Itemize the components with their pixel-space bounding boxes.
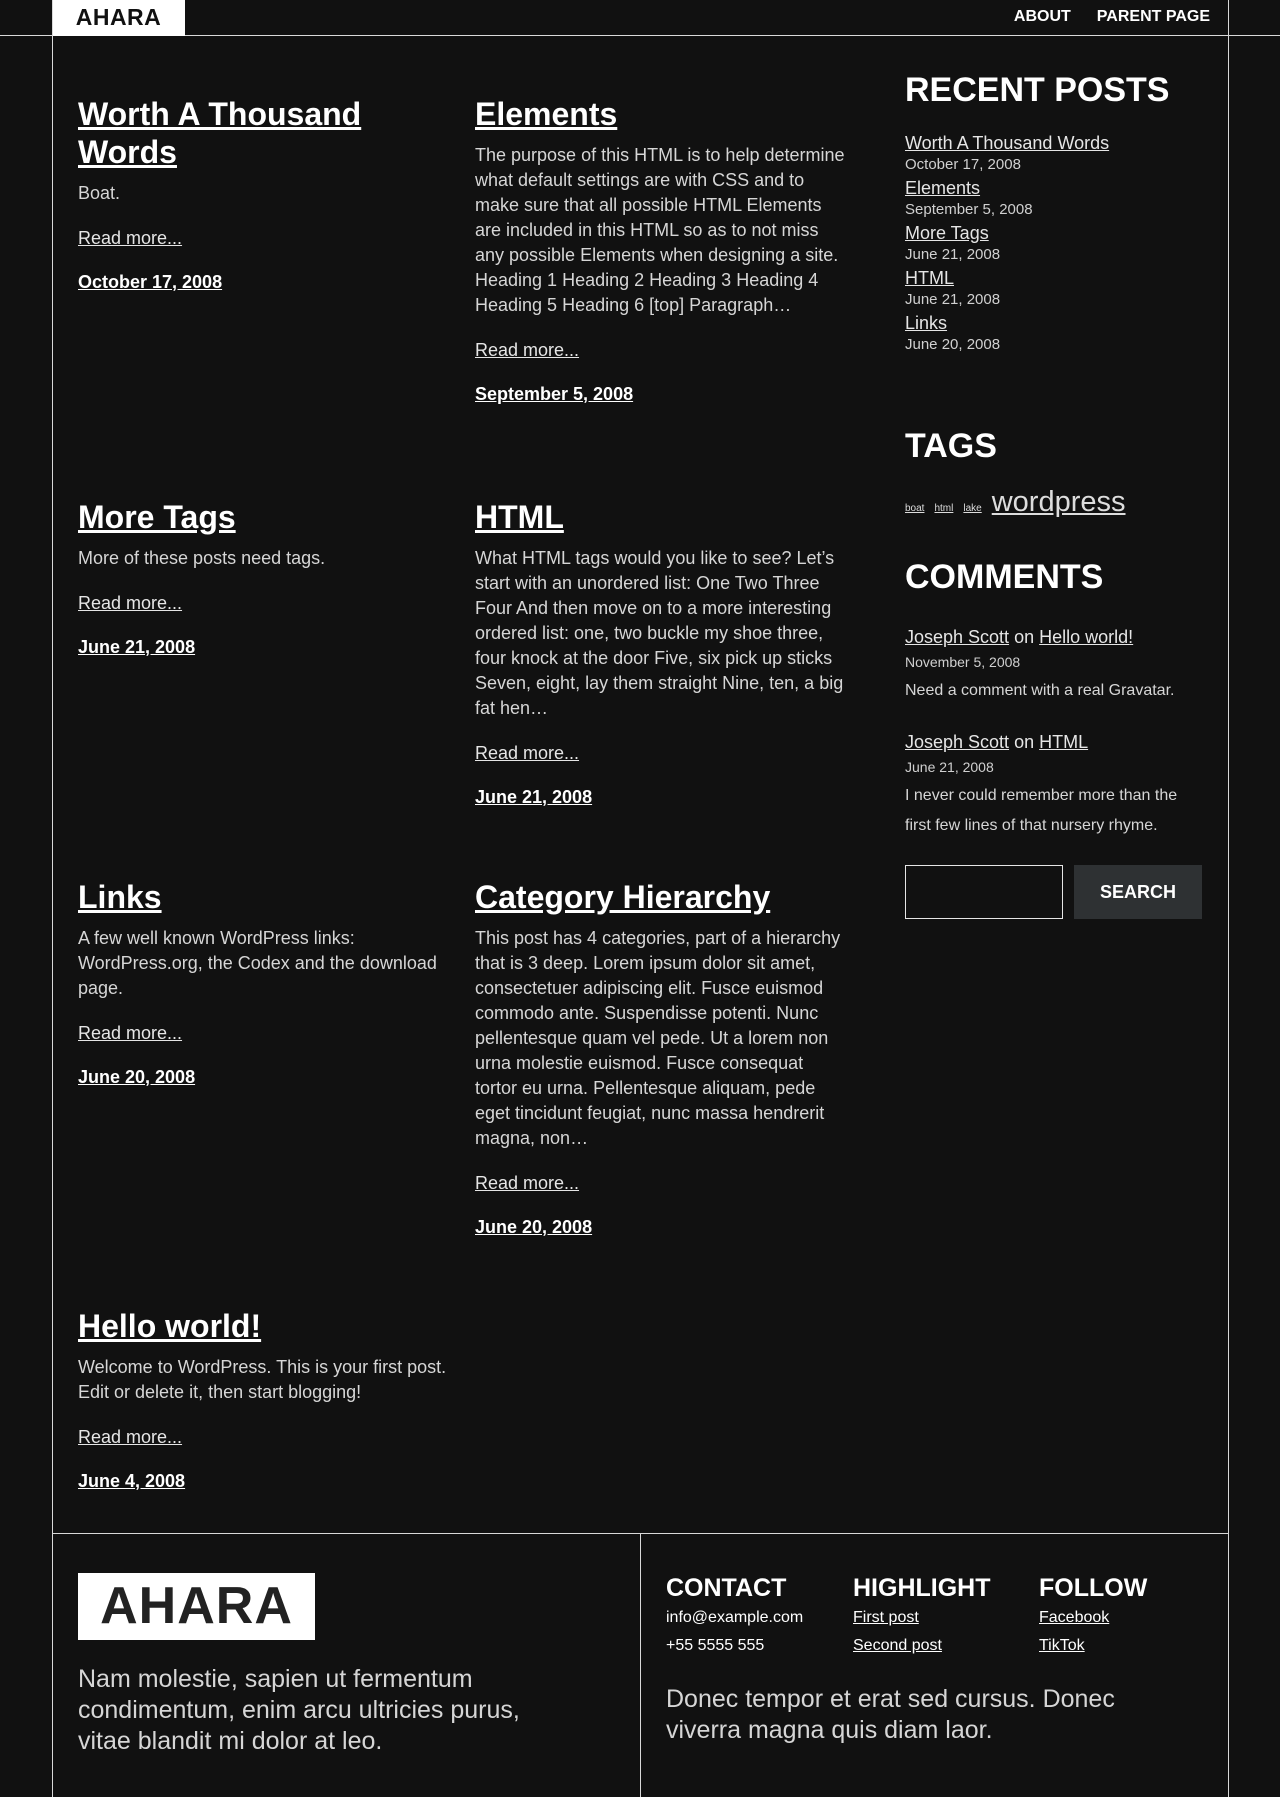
footer-tagline: Nam molestie, sapien ut fermentum condimentum, enim arcu ultricies purus, vitae blandit mi dolor at leo.	[78, 1665, 520, 1755]
list-item	[905, 177, 1205, 221]
post-date-link[interactable]: June 20, 2008	[475, 1217, 593, 1237]
comment-text: I never could remember more than the first few lines of that nursery rhyme.	[905, 787, 1178, 834]
post-excerpt: Welcome to WordPress. This is your first post. Edit or delete it, then start blogging!	[78, 1357, 447, 1402]
post-date-link[interactable]: June 21, 2008	[78, 637, 196, 657]
post-date-link[interactable]: June 4, 2008	[78, 1471, 186, 1491]
comment-on-text: on	[1014, 732, 1035, 752]
footer-highlight-heading: HIGHLIGHT	[853, 1574, 991, 1602]
recent-post-date: June 21, 2008	[905, 291, 1001, 308]
post-excerpt: What HTML tags would you like to see? Let’s start with an unordered list: One Two Three Four And then move on to a more interesting ordered list: one, two buckle my shoe three, four knock at the door Five, six pick up sticks Seven, eight, lay them straight Nine, ten, a big fat hen…	[475, 548, 844, 718]
read-more-link[interactable]: Read more...	[78, 228, 183, 248]
search-form	[905, 865, 1205, 919]
read-more-link[interactable]: Read more...	[78, 1427, 183, 1447]
list-item	[905, 267, 1205, 311]
read-more-link[interactable]: Read more...	[475, 1173, 580, 1193]
comment-author-link[interactable]: Joseph Scott	[905, 732, 1010, 752]
recent-post-link[interactable]: Elements	[905, 178, 981, 198]
nav-item-parent-page[interactable]: PARENT PAGE	[1096, 8, 1210, 25]
tag-link-wordpress[interactable]: wordpress	[991, 486, 1126, 518]
comment-post-link[interactable]: HTML	[1039, 732, 1089, 752]
post-card	[475, 95, 850, 405]
post-title[interactable]: Worth A Thousand Words	[78, 96, 362, 170]
post-date-link[interactable]: June 20, 2008	[78, 1067, 196, 1087]
highlight-link[interactable]: First post	[853, 1609, 919, 1626]
recent-post-date: June 21, 2008	[905, 246, 1001, 263]
post-card	[78, 1307, 453, 1492]
comment-date: November 5, 2008	[905, 654, 1021, 670]
list-item	[905, 132, 1205, 176]
post-excerpt: The purpose of this HTML is to help determine what default settings are with CSS and to make sure that all possible HTML Elements are included in this HTML so as to not miss any possible Elements when designing a site. Heading 1 Heading 2 Heading 3 Heading 4 Heading 5 Heading 6 [top] Paragraph…	[475, 145, 845, 315]
recent-post-date: October 17, 2008	[905, 156, 1021, 173]
follow-link-tiktok[interactable]: TikTok	[1039, 1637, 1085, 1654]
recent-posts-list	[905, 132, 1205, 356]
tags-heading: TAGS	[905, 427, 997, 465]
recent-post-link[interactable]: More Tags	[905, 223, 989, 243]
recent-post-link[interactable]: HTML	[905, 268, 954, 288]
comment-item	[905, 730, 1205, 841]
list-item	[905, 312, 1205, 356]
main-nav	[1014, 0, 1210, 34]
post-title[interactable]: More Tags	[78, 499, 236, 535]
tag-link-lake[interactable]: lake	[963, 503, 982, 514]
post-title[interactable]: Category Hierarchy	[475, 879, 771, 915]
site-logo[interactable]: AHARA	[52, 0, 185, 36]
frame-left-line	[52, 0, 53, 1797]
footer-contact	[666, 1572, 803, 1660]
post-title[interactable]: Hello world!	[78, 1308, 262, 1344]
highlight-link[interactable]: Second post	[853, 1637, 942, 1654]
comment-author-link[interactable]: Joseph Scott	[905, 627, 1010, 647]
search-input[interactable]	[905, 865, 1063, 919]
comment-text: Need a comment with a real Gravatar.	[905, 682, 1175, 699]
post-title[interactable]: HTML	[475, 499, 564, 535]
comment-byline	[905, 730, 1205, 754]
comment-item	[905, 625, 1205, 706]
recent-post-link[interactable]: Links	[905, 313, 948, 333]
tag-cloud	[905, 486, 1205, 519]
post-title[interactable]: Links	[78, 879, 162, 915]
tag-link-boat[interactable]: boat	[905, 503, 925, 514]
footer-follow-heading: FOLLOW	[1039, 1574, 1148, 1602]
recent-posts-heading: RECENT POSTS	[905, 71, 1170, 109]
footer-contact-heading: CONTACT	[666, 1574, 787, 1602]
post-card	[78, 498, 453, 658]
contact-phone: +55 5555 555	[666, 1637, 765, 1654]
follow-link-facebook[interactable]: Facebook	[1039, 1609, 1110, 1626]
nav-item-about[interactable]: ABOUT	[1013, 8, 1071, 25]
read-more-link[interactable]: Read more...	[475, 743, 580, 763]
read-more-link[interactable]: Read more...	[78, 1023, 183, 1043]
post-excerpt: More of these posts need tags.	[78, 548, 326, 568]
post-date-link[interactable]: October 17, 2008	[78, 272, 223, 292]
comment-byline	[905, 625, 1205, 649]
read-more-link[interactable]: Read more...	[78, 593, 183, 613]
post-card	[475, 498, 850, 808]
list-item	[905, 222, 1205, 266]
post-date-link[interactable]: June 21, 2008	[475, 787, 593, 807]
footer-column-divider	[640, 1533, 641, 1797]
post-card	[475, 878, 850, 1238]
recent-post-date: June 20, 2008	[905, 336, 1001, 353]
post-title[interactable]: Elements	[475, 96, 618, 132]
recent-post-date: September 5, 2008	[905, 201, 1033, 218]
footer-logo[interactable]: AHARA	[78, 1573, 315, 1640]
comment-date: June 21, 2008	[905, 759, 994, 775]
frame-right-line	[1228, 0, 1229, 1797]
post-card	[78, 878, 453, 1088]
footer-quote: Donec tempor et erat sed cursus. Donec viverra magna quis diam laor.	[666, 1685, 1115, 1744]
sidebar	[905, 70, 1205, 919]
post-excerpt: This post has 4 categories, part of a hierarchy that is 3 deep. Lorem ipsum dolor sit amet, consectetuer adipiscing elit. Fusce euismod commodo ante. Suspendisse potenti. Nunc pellentesque quam vel pede. Ut a lorem non urna molestie euismod. Fusce consequat tortor eu urna. Pellentesque aliquam, pede eget tincidunt feugiat, nunc massa hendrerit magna, non…	[475, 928, 841, 1148]
footer-highlight	[853, 1572, 991, 1660]
comments-heading: COMMENTS	[905, 558, 1104, 596]
post-card	[78, 95, 453, 293]
search-button[interactable]: SEARCH	[1074, 865, 1202, 919]
footer-follow	[1039, 1572, 1147, 1660]
contact-email: info@example.com	[666, 1609, 804, 1626]
recent-post-link[interactable]: Worth A Thousand Words	[905, 133, 1110, 153]
comment-on-text: on	[1014, 627, 1035, 647]
site-header	[0, 0, 1280, 36]
post-excerpt: Boat.	[78, 183, 121, 203]
post-date-link[interactable]: September 5, 2008	[475, 384, 634, 404]
read-more-link[interactable]: Read more...	[475, 340, 580, 360]
tag-link-html[interactable]: html	[934, 503, 954, 514]
comment-post-link[interactable]: Hello world!	[1039, 627, 1134, 647]
post-excerpt: A few well known WordPress links: WordPress.org, the Codex and the download page.	[78, 928, 437, 998]
